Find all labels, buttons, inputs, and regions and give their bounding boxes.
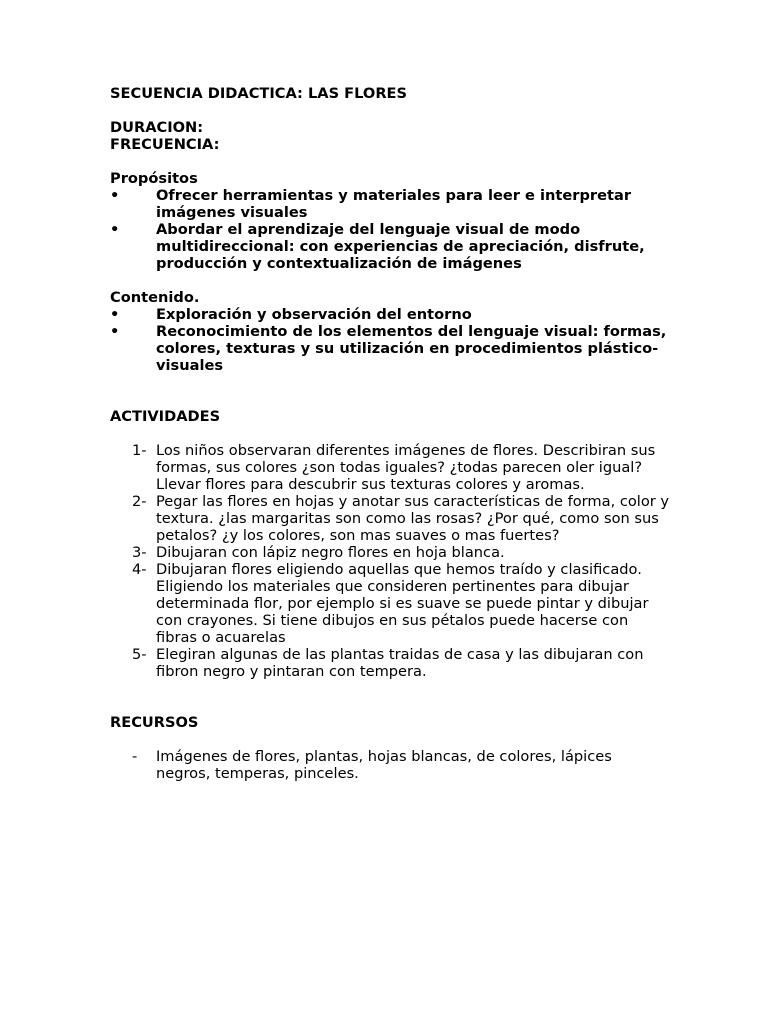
- proposito-item: [110, 221, 670, 272]
- actividad-text: Elegiran algunas de las plantas traidas de casa y las dibujaran con fibron negro y pintaran con tempera.: [156, 646, 644, 680]
- bullet-icon: •: [110, 187, 120, 204]
- actividad-text: Pegar las flores en hojas y anotar sus características de forma, color y textura. ¿las margaritas son como las rosas? ¿Por qué, como son sus petalos? ¿y los colores, son mas suaves o mas fuertes?: [156, 493, 670, 544]
- spacer: [110, 153, 670, 170]
- actividad-number: 2-: [132, 493, 147, 510]
- recursos-heading: RECURSOS: [110, 714, 199, 731]
- recurso-text: Imágenes de flores, plantas, hojas blancas, de colores, lápices negros, temperas, pinceles.: [156, 748, 612, 782]
- actividad-item: [110, 544, 670, 561]
- actividades-list: [110, 442, 670, 680]
- actividad-item: [110, 561, 670, 646]
- frecuencia-label: FRECUENCIA:: [110, 136, 220, 153]
- spacer: [110, 272, 670, 289]
- actividad-text: Dibujaran con lápiz negro flores en hoja blanca.: [156, 544, 505, 561]
- propositos-heading: Propósitos: [110, 170, 198, 187]
- actividad-number: 3-: [132, 544, 147, 561]
- contenido-item: [110, 323, 670, 374]
- actividad-item: [110, 646, 670, 680]
- bullet-icon: •: [110, 323, 120, 340]
- proposito-text: Ofrecer herramientas y materiales para leer e interpretar imágenes visuales: [156, 187, 632, 221]
- actividad-number: 4-: [132, 561, 147, 578]
- actividad-item: [110, 442, 670, 493]
- contenido-heading: Contenido.: [110, 289, 200, 306]
- contenido-text: Reconocimiento de los elementos del lenguaje visual: formas, colores, texturas y su utilización en procedimientos plástico-visuales: [156, 323, 667, 374]
- duracion-label: DURACION:: [110, 119, 204, 136]
- recurso-item: [110, 748, 670, 782]
- spacer: [110, 374, 670, 408]
- actividad-number: 1-: [132, 442, 147, 459]
- spacer: [110, 680, 670, 714]
- spacer: [110, 102, 670, 119]
- bullet-icon: •: [110, 306, 120, 323]
- spacer: [110, 425, 670, 442]
- actividad-text: Dibujaran flores eligiendo aquellas que hemos traído y clasificado. Eligiendo los materiales que consideren pertinentes para dibujar determinada flor, por ejemplo si es suave se puede pintar y dibujar con crayones. Si tiene dibujos en sus pétalos puede hacerse con fibras o acuarelas: [156, 561, 649, 646]
- proposito-text: Abordar el aprendizaje del lenguaje visual de modo multidireccional: con experiencias de apreciación, disfrute, producción y contextualización de imágenes: [156, 221, 645, 272]
- contenido-item: [110, 306, 670, 323]
- recursos-list: [110, 748, 670, 782]
- proposito-item: [110, 187, 670, 221]
- actividad-number: 5-: [132, 646, 147, 663]
- actividades-heading: ACTIVIDADES: [110, 408, 221, 425]
- recurso-dash: -: [132, 748, 138, 765]
- contenido-text: Exploración y observación del entorno: [156, 306, 472, 323]
- document-title: SECUENCIA DIDACTICA: LAS FLORES: [110, 85, 408, 102]
- actividad-text: Los niños observaran diferentes imágenes de flores. Describiran sus formas, sus colores ¿son todas iguales? ¿todas parecen oler igual? Llevar flores para descubrir sus texturas colores y aromas.: [156, 442, 656, 493]
- actividad-item: [110, 493, 670, 544]
- bullet-icon: •: [110, 221, 120, 238]
- document-page: [110, 85, 670, 782]
- spacer: [110, 731, 670, 748]
